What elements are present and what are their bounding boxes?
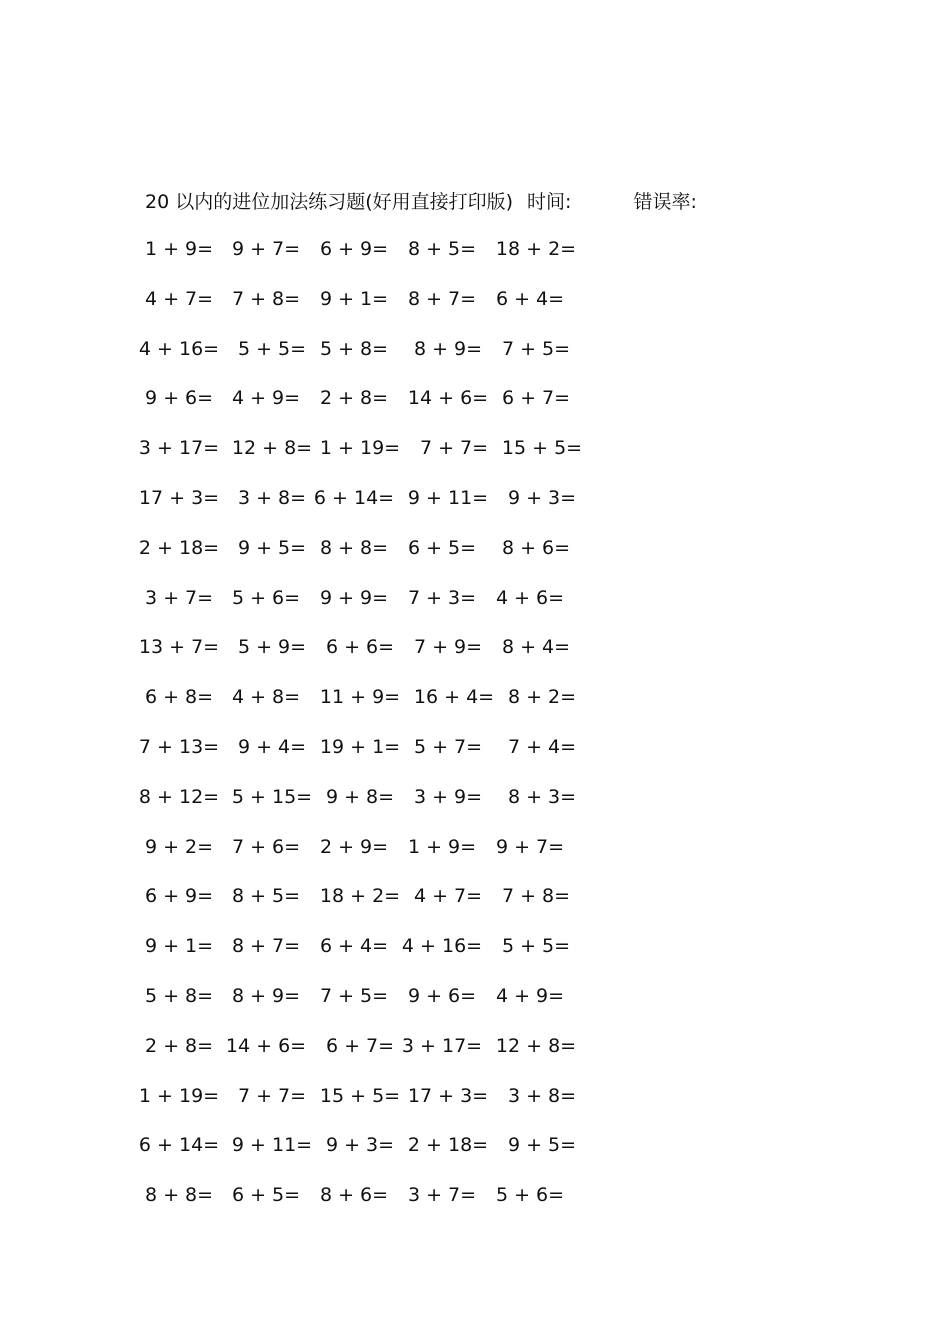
problem-item: 6 + 9=: [319, 238, 389, 260]
problem-item: 1 + 19=: [138, 1084, 220, 1107]
problem-item: 2 + 9=: [319, 835, 389, 858]
problem-item: 9 + 5=: [237, 536, 307, 559]
problem-row: [145, 233, 625, 283]
problem-item: 9 + 6=: [144, 387, 214, 410]
problem-item: 8 + 7=: [231, 935, 301, 958]
problem-item: 3 + 9=: [413, 785, 483, 808]
problem-item: 5 + 7=: [413, 735, 483, 758]
problem-item: 5 + 6=: [231, 586, 301, 609]
error-rate-label: 错误率:: [633, 190, 697, 213]
problem-row: [138, 631, 625, 681]
problem-item: 14 + 6=: [407, 387, 489, 410]
problem-item: 7 + 7=: [237, 1084, 307, 1107]
problem-row: [138, 333, 625, 383]
problem-item: 9 + 4=: [237, 735, 307, 758]
worksheet-header: [145, 185, 697, 215]
problem-item: 14 + 6=: [225, 1034, 307, 1057]
problem-item: 15 + 5=: [501, 437, 583, 460]
problem-item: 4 + 6=: [495, 586, 565, 609]
problem-item: 4 + 16=: [138, 337, 220, 360]
problem-item: 13 + 7=: [138, 636, 220, 659]
problem-row: [145, 930, 625, 980]
problem-item: 8 + 6=: [319, 1184, 389, 1207]
problem-item: 5 + 5=: [501, 935, 571, 958]
problem-item: 5 + 9=: [237, 636, 307, 659]
problem-row: [145, 283, 625, 333]
problem-item: 6 + 5=: [407, 536, 477, 559]
problem-item: 9 + 1=: [319, 287, 389, 310]
problem-row: [145, 880, 625, 930]
problem-row: [145, 980, 625, 1030]
problem-item: 9 + 1=: [144, 935, 214, 958]
problem-row: [138, 781, 625, 831]
problem-row: [145, 1030, 625, 1080]
problem-item: 6 + 8=: [144, 686, 214, 709]
problem-item: 1 + 9=: [407, 835, 477, 858]
problem-item: 7 + 5=: [501, 337, 571, 360]
problem-item: 8 + 8=: [144, 1184, 214, 1207]
problem-item: 6 + 4=: [319, 935, 389, 958]
problem-item: 7 + 8=: [231, 287, 301, 310]
worksheet-title: 20 以内的进位加法练习题(好用直接打印版): [145, 190, 514, 213]
problem-item: 4 + 8=: [231, 686, 301, 709]
problem-item: 11 + 9=: [319, 686, 401, 709]
problem-item: 9 + 5=: [507, 1134, 577, 1157]
problem-item: 7 + 3=: [407, 586, 477, 609]
problem-item: 3 + 8=: [507, 1084, 577, 1107]
problem-row: [145, 1179, 625, 1229]
problem-item: 5 + 15=: [231, 785, 313, 808]
problem-item: 12 + 8=: [495, 1034, 577, 1057]
problem-item: 9 + 9=: [319, 586, 389, 609]
problem-item: 6 + 7=: [325, 1034, 395, 1057]
problem-row: [145, 582, 625, 632]
problem-item: 8 + 7=: [407, 287, 477, 310]
problem-item: 8 + 4=: [501, 636, 571, 659]
problem-row: [145, 382, 625, 432]
problem-item: 2 + 18=: [138, 536, 220, 559]
problem-item: 8 + 9=: [413, 337, 483, 360]
problem-item: 2 + 8=: [319, 387, 389, 410]
problem-item: 1 + 19=: [319, 437, 401, 460]
problem-item: 18 + 2=: [319, 885, 401, 908]
problem-item: 4 + 7=: [413, 885, 483, 908]
problem-row: [138, 731, 625, 781]
problem-item: 6 + 9=: [144, 885, 214, 908]
time-label: 时间:: [527, 190, 572, 213]
problem-item: 5 + 8=: [144, 984, 214, 1007]
problem-item: 6 + 14=: [138, 1134, 220, 1157]
problem-item: 7 + 7=: [419, 437, 489, 460]
problem-item: 7 + 13=: [138, 735, 220, 758]
problem-row: [145, 681, 625, 731]
problem-item: 5 + 5=: [237, 337, 307, 360]
problem-item: 4 + 16=: [401, 935, 483, 958]
problem-row: [145, 831, 625, 881]
problem-item: 9 + 11=: [231, 1134, 313, 1157]
problem-item: 4 + 9=: [231, 387, 301, 410]
problem-item: 6 + 14=: [313, 486, 395, 509]
problem-row: [138, 532, 625, 582]
problem-item: 6 + 7=: [501, 387, 571, 410]
problem-item: 1 + 9=: [144, 238, 214, 260]
problem-item: 7 + 8=: [501, 885, 571, 908]
problem-item: 9 + 3=: [325, 1134, 395, 1157]
problem-row: [138, 1080, 625, 1130]
problem-item: 6 + 6=: [325, 636, 395, 659]
problem-item: 19 + 1=: [319, 735, 401, 758]
problem-item: 8 + 6=: [501, 536, 571, 559]
problem-grid: [138, 233, 625, 1229]
problem-row: [138, 1129, 625, 1179]
problem-item: 7 + 6=: [231, 835, 301, 858]
problem-item: 8 + 3=: [507, 785, 577, 808]
problem-row: [138, 482, 625, 532]
problem-item: 7 + 5=: [319, 984, 389, 1007]
problem-item: 8 + 5=: [231, 885, 301, 908]
problem-item: 9 + 3=: [507, 486, 577, 509]
problem-item: 8 + 12=: [138, 785, 220, 808]
problem-item: 8 + 2=: [507, 686, 577, 709]
problem-item: 6 + 4=: [495, 287, 565, 310]
problem-item: 9 + 2=: [144, 835, 214, 858]
problem-item: 7 + 4=: [507, 735, 577, 758]
problem-item: 15 + 5=: [319, 1084, 401, 1107]
problem-item: 9 + 7=: [231, 238, 301, 260]
problem-item: 9 + 8=: [325, 785, 395, 808]
problem-item: 5 + 8=: [319, 337, 389, 360]
problem-item: 8 + 5=: [407, 238, 477, 260]
problem-item: 17 + 3=: [138, 486, 220, 509]
problem-item: 12 + 8=: [231, 437, 313, 460]
problem-item: 4 + 7=: [144, 287, 214, 310]
problem-item: 5 + 6=: [495, 1184, 565, 1207]
problem-item: 9 + 11=: [407, 486, 489, 509]
problem-item: 3 + 17=: [401, 1034, 483, 1057]
problem-item: 8 + 9=: [231, 984, 301, 1007]
problem-item: 4 + 9=: [495, 984, 565, 1007]
problem-row: [138, 432, 625, 482]
problem-item: 9 + 7=: [495, 835, 565, 858]
problem-item: 17 + 3=: [407, 1084, 489, 1107]
problem-item: 3 + 7=: [144, 586, 214, 609]
problem-item: 2 + 18=: [407, 1134, 489, 1157]
problem-item: 6 + 5=: [231, 1184, 301, 1207]
problem-item: 3 + 8=: [237, 486, 307, 509]
problem-item: 7 + 9=: [413, 636, 483, 659]
problem-item: 3 + 7=: [407, 1184, 477, 1207]
problem-item: 9 + 6=: [407, 984, 477, 1007]
problem-item: 16 + 4=: [413, 686, 495, 709]
problem-item: 8 + 8=: [319, 536, 389, 559]
problem-item: 18 + 2=: [495, 238, 577, 260]
problem-item: 3 + 17=: [138, 437, 220, 460]
problem-item: 2 + 8=: [144, 1034, 214, 1057]
